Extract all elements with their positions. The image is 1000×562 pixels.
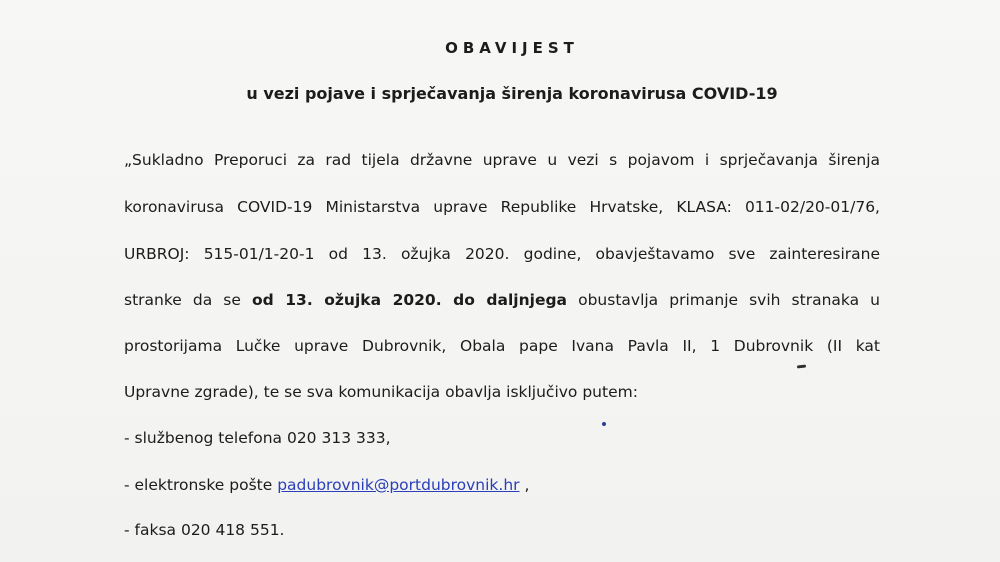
body-line-6: Upravne zgrade), te se sva komunikacija obavlja isključivo putem:: [124, 383, 638, 401]
body-line-4-start: stranke da se: [124, 291, 252, 309]
scan-ink-dot: [602, 422, 606, 426]
body-line-4-end: obustavlja primanje svih stranaka u: [567, 291, 880, 309]
document-title: OBAVIJEST: [445, 39, 579, 57]
contact-email-suffix: ,: [519, 476, 530, 494]
body-line-4: [124, 290, 880, 310]
scan-pen-mark: [797, 365, 806, 369]
email-link[interactable]: padubrovnik@portdubrovnik.hr: [277, 476, 520, 494]
document-subtitle: u vezi pojave i sprječavanja širenja koronavirusa COVID-19: [246, 84, 778, 103]
body-line-4-emphasis: od 13. ožujka 2020. do daljnjega: [251, 291, 568, 309]
body-line-3: URBROJ: 515-01/1-20-1 od 13. ožujka 2020. godine, obavještavamo sve zainteresirane: [124, 245, 880, 263]
contact-email: [124, 475, 529, 495]
body-line-5: prostorijama Lučke uprave Dubrovnik, Obala pape Ivana Pavla II, 1 Dubrovnik (II kat: [124, 337, 880, 355]
contact-email-label: - elektronske pošte: [124, 476, 278, 494]
body-line-1: „Sukladno Preporuci za rad tijela državne uprave u vezi s pojavom i sprječavanja širenja: [124, 151, 880, 169]
contact-fax: - faksa 020 418 551.: [124, 521, 285, 539]
body-line-2: koronavirusa COVID-19 Ministarstva uprave Republike Hrvatske, KLASA: 011-02/20-01/76,: [124, 198, 880, 216]
contact-phone: - službenog telefona 020 313 333,: [124, 429, 391, 447]
